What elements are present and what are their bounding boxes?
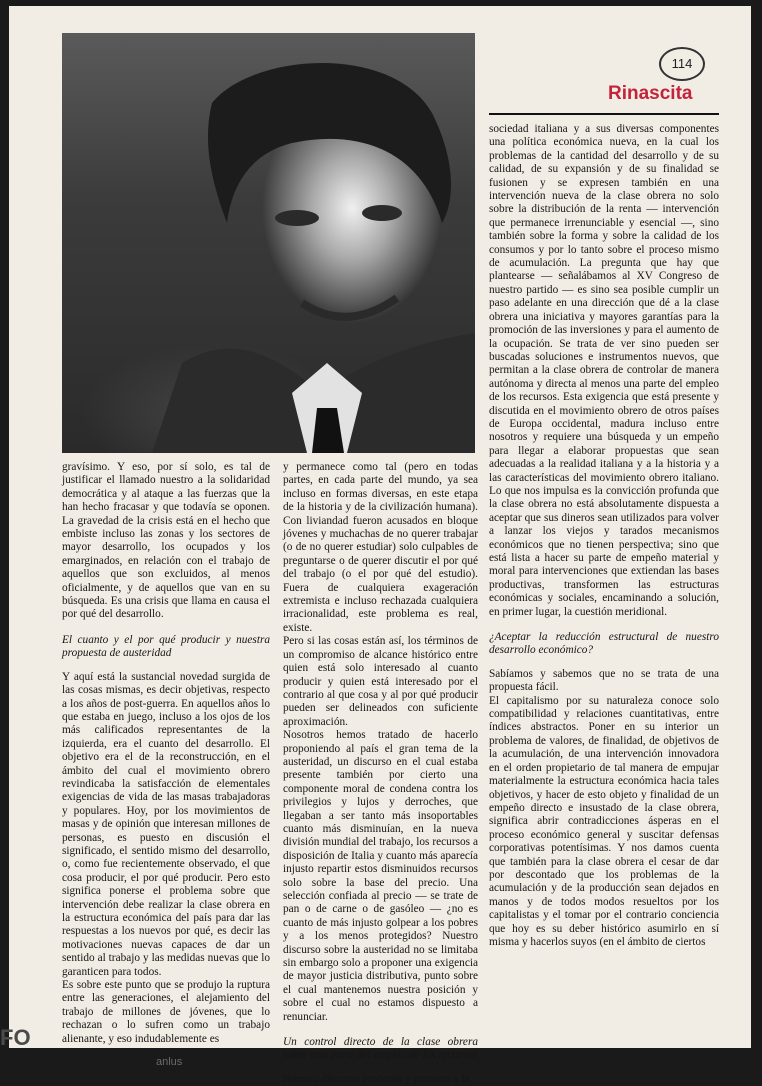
paragraph: y permanece como tal (pero en todas partes, en cada parte del mundo, ya sea incluso en formas diversas, en este etapa de la historia y de la civilización humana). Con liviandad fueron acusados en bloque jóvenes y muchachas de no querer trabajar (o de no querer estudiar) solo culpables de preguntarse o de querer discutir el por qué del trabajo (o el por qué del estudio). Fuera de cualquiera exageración extremista e incluso rechazada cualquiera irracionalidad, este problema es real, existe.: [283, 461, 478, 634]
subheading: Un control directo de la clase obrera sobre una parte del empleo de los recursos: [283, 1036, 478, 1062]
paragraph: Sabíamos y sabemos que no se trata de una propuesta fácil.: [489, 667, 719, 694]
watermark-left: FO: [0, 1025, 31, 1050]
column-1: [62, 461, 270, 1046]
header-rule: [489, 113, 719, 115]
watermark: anlus: [156, 1056, 183, 1068]
portrait-photo: [62, 33, 475, 453]
paragraph: Nuestro discurso proponía y propone a la: [283, 1072, 470, 1085]
handwritten-stamp: 114: [659, 47, 705, 81]
paragraph: sociedad italiana y a sus diversas componentes una política económica nueva, en la cual los problemas de la cantidad del desarrollo y de su calidad, de su expansión y de su finalidad se fusionen y se expresen también en una intervención nueva de la clase obrera no solo sobre la distribución de la renta — intervención que permanece irrenunciable y esencial —, sino también sobre la forma y sobre la calidad de los consumos y por lo tanto sobre el proceso mismo de acumulación. La pregunta que hay que plantearse — señalábamos al XV Congreso de nuestro partido — es sino sea posible cumplir un paso adelante en una dirección que dé a la clase obrera una iniciativa y mayores garantías para la promoción de las inversiones y para el aumento de la ocupación. Se trata de ver sino pueden ser buscadas soluciones e instrumentos nuevos, que permitan a la clase obrera de controlar de manera autónoma y directa al menos una parte del empleo de los recursos. Esta exigencia que está presente y discutida en el movimiento obrero de otros países de Europa occidental, madura incluso entre nosotros y requiere una búsqueda y un empeño para llegar a elaborar propuestas que sean adecuadas a la realidad italiana y a la historia y a las características del movimiento obrero italiano. Lo que nos impulsa es la convicción profunda que la clase obrera no está absolutamente dispuesta a aceptar que sus dineros sean utilizados para volver a lanzar los viejos y tarados mecanismos económicos que no tienen perspectiva; sino que está lista a hacer su parte de empeño material y moral para intervenciones que extiendan las bases productivas, transformen las estructuras económicas y sociales, encaminando a solución, en primer lugar, la cuestión meridional.: [489, 123, 719, 618]
paragraph: Y aquí está la sustancial novedad surgida de las cosas mismas, es decir objetivas, respecto a los años de post-guerra. En aquellos años lo que estaba en juego, incluso a los ojos de los más calificados representantes de la izquierda, era el cuanto del desarrollo. El objetivo era el de la reconstrucción, en el ámbito del cual el movimiento obrero revindicaba la satisfacción de elementales exigencias de vida de las masas trabajadoras y populares. Hoy, por los movimientos de masas y de opinión que interesan millones de personas, es puesto en discusión el significado, el sentido mismo del desarrollo, o, como fue recientemente observado, el que cosa producir, el por qué producir. Pero esto significa ponerse el problema sobre que intervención debe realizar la clase obrera en la estructura económica del país para dar las respuestas a los nuevos por qué, es decir las motivaciones nuevas capaces de dar un sentido al trabajo y las medidas nuevas que lo garanticen para todos.: [62, 670, 270, 978]
paragraph: Pero si las cosas están así, los términos de un compromiso de alcance histórico entre quien está solo interesado al cuanto producir y quien está interesado por el contrario al que cosa y al por qué producir pueden ser delineados con suficiente aproximación.: [283, 635, 478, 728]
paragraph: gravísimo. Y eso, por sí solo, es tal de justificar el llamado nuestro a la solidaridad democrática y al ataque a las fuerzas que la han hecho fracasar y que todavía se oponen. La gravedad de la crisis está en el hecho que embiste incluso las zonas y los sectores de mayor desarrollo, los ocupados y los emarginados, en relación con el trabajo de aquellos que son excluidos, al menos oficialmente, y de aquellos que van en su búsqueda. Es una crisis que llama en causa el por qué del desarrollo.: [62, 461, 270, 621]
magazine-logo: Rinascita: [608, 83, 693, 104]
paragraph: Es sobre este punto que se produjo la ruptura entre las generaciones, el alejamiento del trabajo de millones de jóvenes, que lo rechazan o lo sufren como un trabajo alienante, y eso indudablemente es: [62, 979, 270, 1045]
column-2: [283, 461, 478, 1086]
subheading: El cuanto y el por qué producir y nuestra propuesta de austeridad: [62, 633, 270, 660]
column-3: [489, 123, 719, 949]
paragraph: El capitalismo por su naturaleza conoce solo compatibilidad y relaciones cuantitativas, entre índices abstractos. Poner en su interior un problema de valores, de finalidad, de objetivos de la acumulación, de una intervención innovadora en el orden propietario de tal manera de empujar materialmente la estructura económica hacia tales objetivos, y hacer de esto objeto y finalidad de un empeño directo e insustado de la clase obrera, significa abrir contradicciones ásperas en el proceso económico general y suscitar defensas corporativas potentísimas. Y nos damos cuenta que también para la clase obrera el cesar de dar por descontado que los problemas de la acumulación y de la producción sean dejados en manos y de todos modos resueltos por los capitalistas y el tomar por el contrario conciencia que hoy es su deber histórico asumirlo en sí misma y hacerlos suyos (en el ámbito de ciertos: [489, 694, 719, 948]
paragraph: Nosotros hemos tratado de hacerlo proponiendo al país el gran tema de la austeridad, un discurso en el cual estaba presente también por cierto una componente moral de condena contra los privilegios y lujos y derroches, que llegaban a ser tanto más insoportables cuanto más disminuían, en la nueva división mundial del trabajo, los recursos a disposición de Italia y cuanto más aparecía injusto repartir estos disminuidos recursos solo sobre la base del precio. Una selección confiada al precio — se trate de pan o de carne o de gasóleo — ¿no es cuanto de más injusto golpear a los pobres y a los menos protegidos? Nuestro discurso sobre la austeridad no se limitaba sin embargo solo a proponer una exigencia de mayor justicia distributiva, punto sobre el cual mantenemos nuestra posición y sobre el cual no estamos dispuesto a renunciar.: [283, 729, 478, 1023]
subheading: ¿Aceptar la reducción estructural de nuestro desarrollo económico?: [489, 631, 719, 657]
